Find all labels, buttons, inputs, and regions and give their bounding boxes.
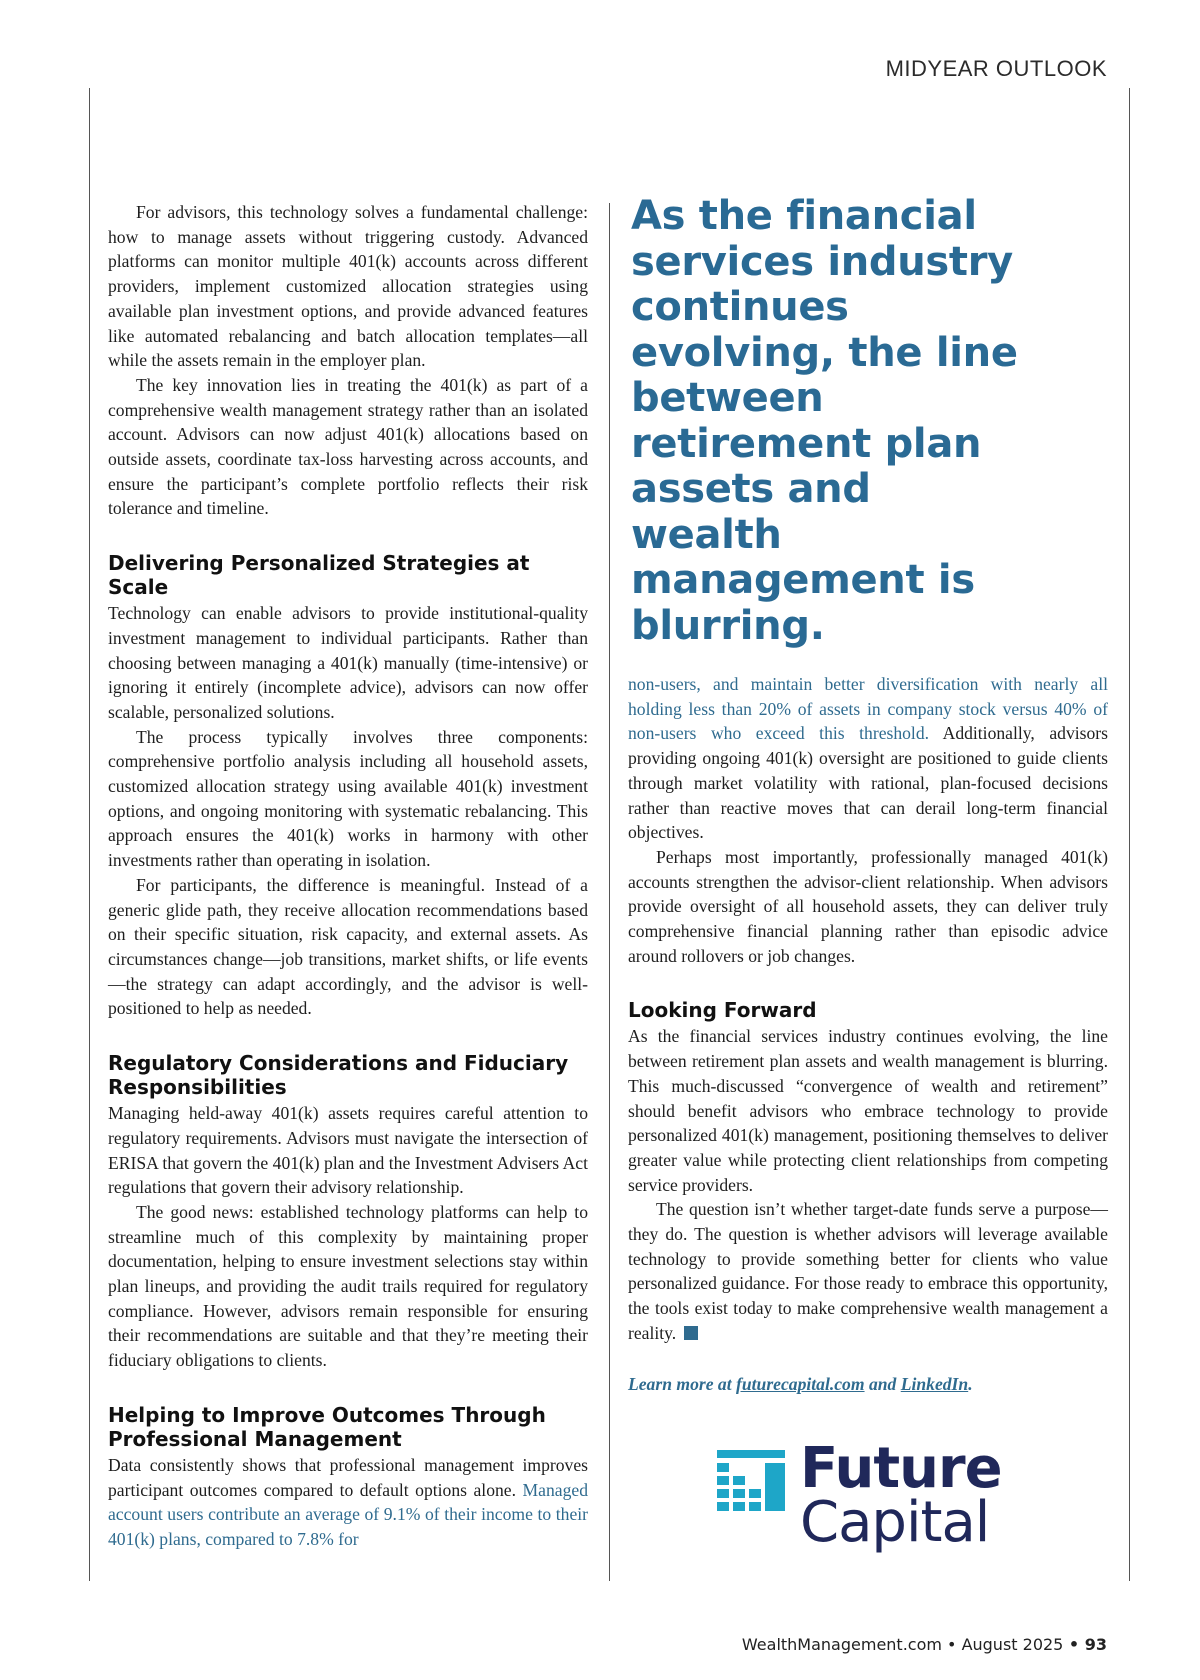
linkedin-link[interactable]: LinkedIn [900,1373,969,1394]
section-heading: Looking Forward [628,998,817,1023]
paragraph: For advisors, this technology solves a fundamental challenge: how to manage assets without triggering custody. Advanced platforms can monitor multiple 401(k) accounts across different providers, implement customized allocation strategies using available plan investment options, and provide advanced features like automated rebalancing and batch allocation templates—all while the assets remain in the employer plan. [108,202,588,371]
bar-chart-icon [717,1450,787,1522]
section-heading: Regulatory Considerations and Fiduciary Responsibilities [108,1051,569,1100]
pull-quote: As the financial services industry continues evolving, the line between retirement plan assets and wealth management is blurring. [631,193,1018,649]
learn-more-mid: and [864,1373,901,1394]
paragraph: For participants, the difference is meaningful. Instead of a generic glide path, they receive allocation recommendations based on their specific situation, risk capacity, and external assets. As circumstances change—job transitions, market shifts, or life events—the strategy can adapt accordingly, and the advisor is well-positioned to help as needed. [108,874,588,1019]
left-column-rule [89,88,90,1581]
page-footer [742,1635,1107,1654]
paragraph-text: Data consistently shows that professional management improves participant outcomes compared to default options alone. [108,1454,588,1500]
footer-site: WealthManagement.com [741,1635,942,1654]
paragraph: Managing held-away 401(k) assets requires careful attention to regulatory requirements. Advisors must navigate the intersection of ERISA that govern the 401(k) plan and the Investment Advisers Act regulations that govern their advisory relationship. [108,1103,588,1198]
end-mark-icon [684,1326,698,1340]
logo-wordmark-capital: Capital [800,1490,990,1555]
paragraph: Technology can enable advisors to provide institutional-quality investment management to individual participants. Rather than choosing between managing a 401(k) manually (time-intensive) or ignoring it entirely (incomplete advice), advisors can now offer scalable, personalized solutions. [108,603,588,722]
paragraph [628,1197,1108,1345]
learn-more [628,1372,1108,1397]
footer-separator: • [1063,1635,1085,1654]
highlighted-statistic: non-users, and maintain better diversification with nearly all holding less than 20% of assets in company stock versus 40% of non-users who exceed this threshold. [628,674,1108,744]
section-header: MIDYEAR OUTLOOK [885,56,1107,81]
footer-date: August 2025 [961,1635,1064,1654]
center-column-rule [609,203,610,1581]
paragraph: The good news: established technology platforms can help to streamline much of this complexity by maintaining proper documentation, helping to ensure investment selections stay within plan lineups, and providing the audit trails required for regulatory compliance. However, advisors remain responsible for ensuring their recommendations are suitable and that they’re meeting their fiduciary obligations to clients. [108,1201,588,1371]
section-heading: Delivering Personalized Strategies at Scale [108,551,530,600]
paragraph [108,1453,588,1552]
paragraph: As the financial services industry continues evolving, the line between retirement plan assets and wealth management is blurring. This much-discussed “convergence of wealth and retirement” should benefit advisors who embrace technology to provide personalized 401(k) management, positioning themselves to deliver greater value while protecting client relationships from competing service providers. [628,1026,1108,1195]
learn-more-suffix: . [968,1373,973,1394]
paragraph: The key innovation lies in treating the 401(k) as part of a comprehensive wealth management strategy rather than an isolated account. Advisors can now adjust 401(k) allocations based on outside assets, coordinate tax-loss harvesting across accounts, and ensure the participant’s complete portfolio reflects their risk tolerance and timeline. [108,374,588,519]
highlighted-statistic: Managed account users contribute an average of 9.1% of their income to their 401(k) plans, compared to 7.8% for [108,1479,588,1549]
paragraph: The process typically involves three components: comprehensive portfolio analysis including all household assets, customized allocation strategy using available 401(k) investment options, and ongoing monitoring with systematic rebalancing. This approach ensures the 401(k) works in harmony with other investments rather than operating in isolation. [108,726,588,871]
futurecapital-link[interactable]: futurecapital.com [736,1373,865,1394]
paragraph-text: Additionally, advisors providing ongoing 401(k) oversight are positioned to guide clients through market volatility with rational, plan-focused decisions rather than reactive moves that can derail long-term financial objectives. [628,723,1108,843]
learn-more-prefix: Learn more at [628,1373,737,1394]
left-column [108,200,588,1552]
right-column [628,672,1108,1396]
paragraph: Perhaps most importantly, professionally managed 401(k) accounts strengthen the advisor-client relationship. When advisors provide oversight of all household assets, they can deliver truly comprehensive financial planning rather than episodic advice around rollovers or job changes. [628,846,1108,966]
section-heading: Helping to Improve Outcomes Through Professional Management [108,1402,546,1451]
right-column-rule [1129,88,1130,1581]
paragraph-text: The question isn’t whether target-date funds serve a purpose—they do. The question is whether advisors will leverage available technology to provide something better for clients who value personalized guidance. For those ready to embrace this opportunity, the tools exist today to make comprehensive wealth management a reality. [628,1199,1108,1343]
paragraph [628,672,1108,845]
logo-wordmark-future: Future [800,1436,1002,1501]
page-number: 93 [1084,1635,1107,1654]
footer-separator: • [941,1635,962,1654]
future-capital-logo [717,1436,1027,1580]
